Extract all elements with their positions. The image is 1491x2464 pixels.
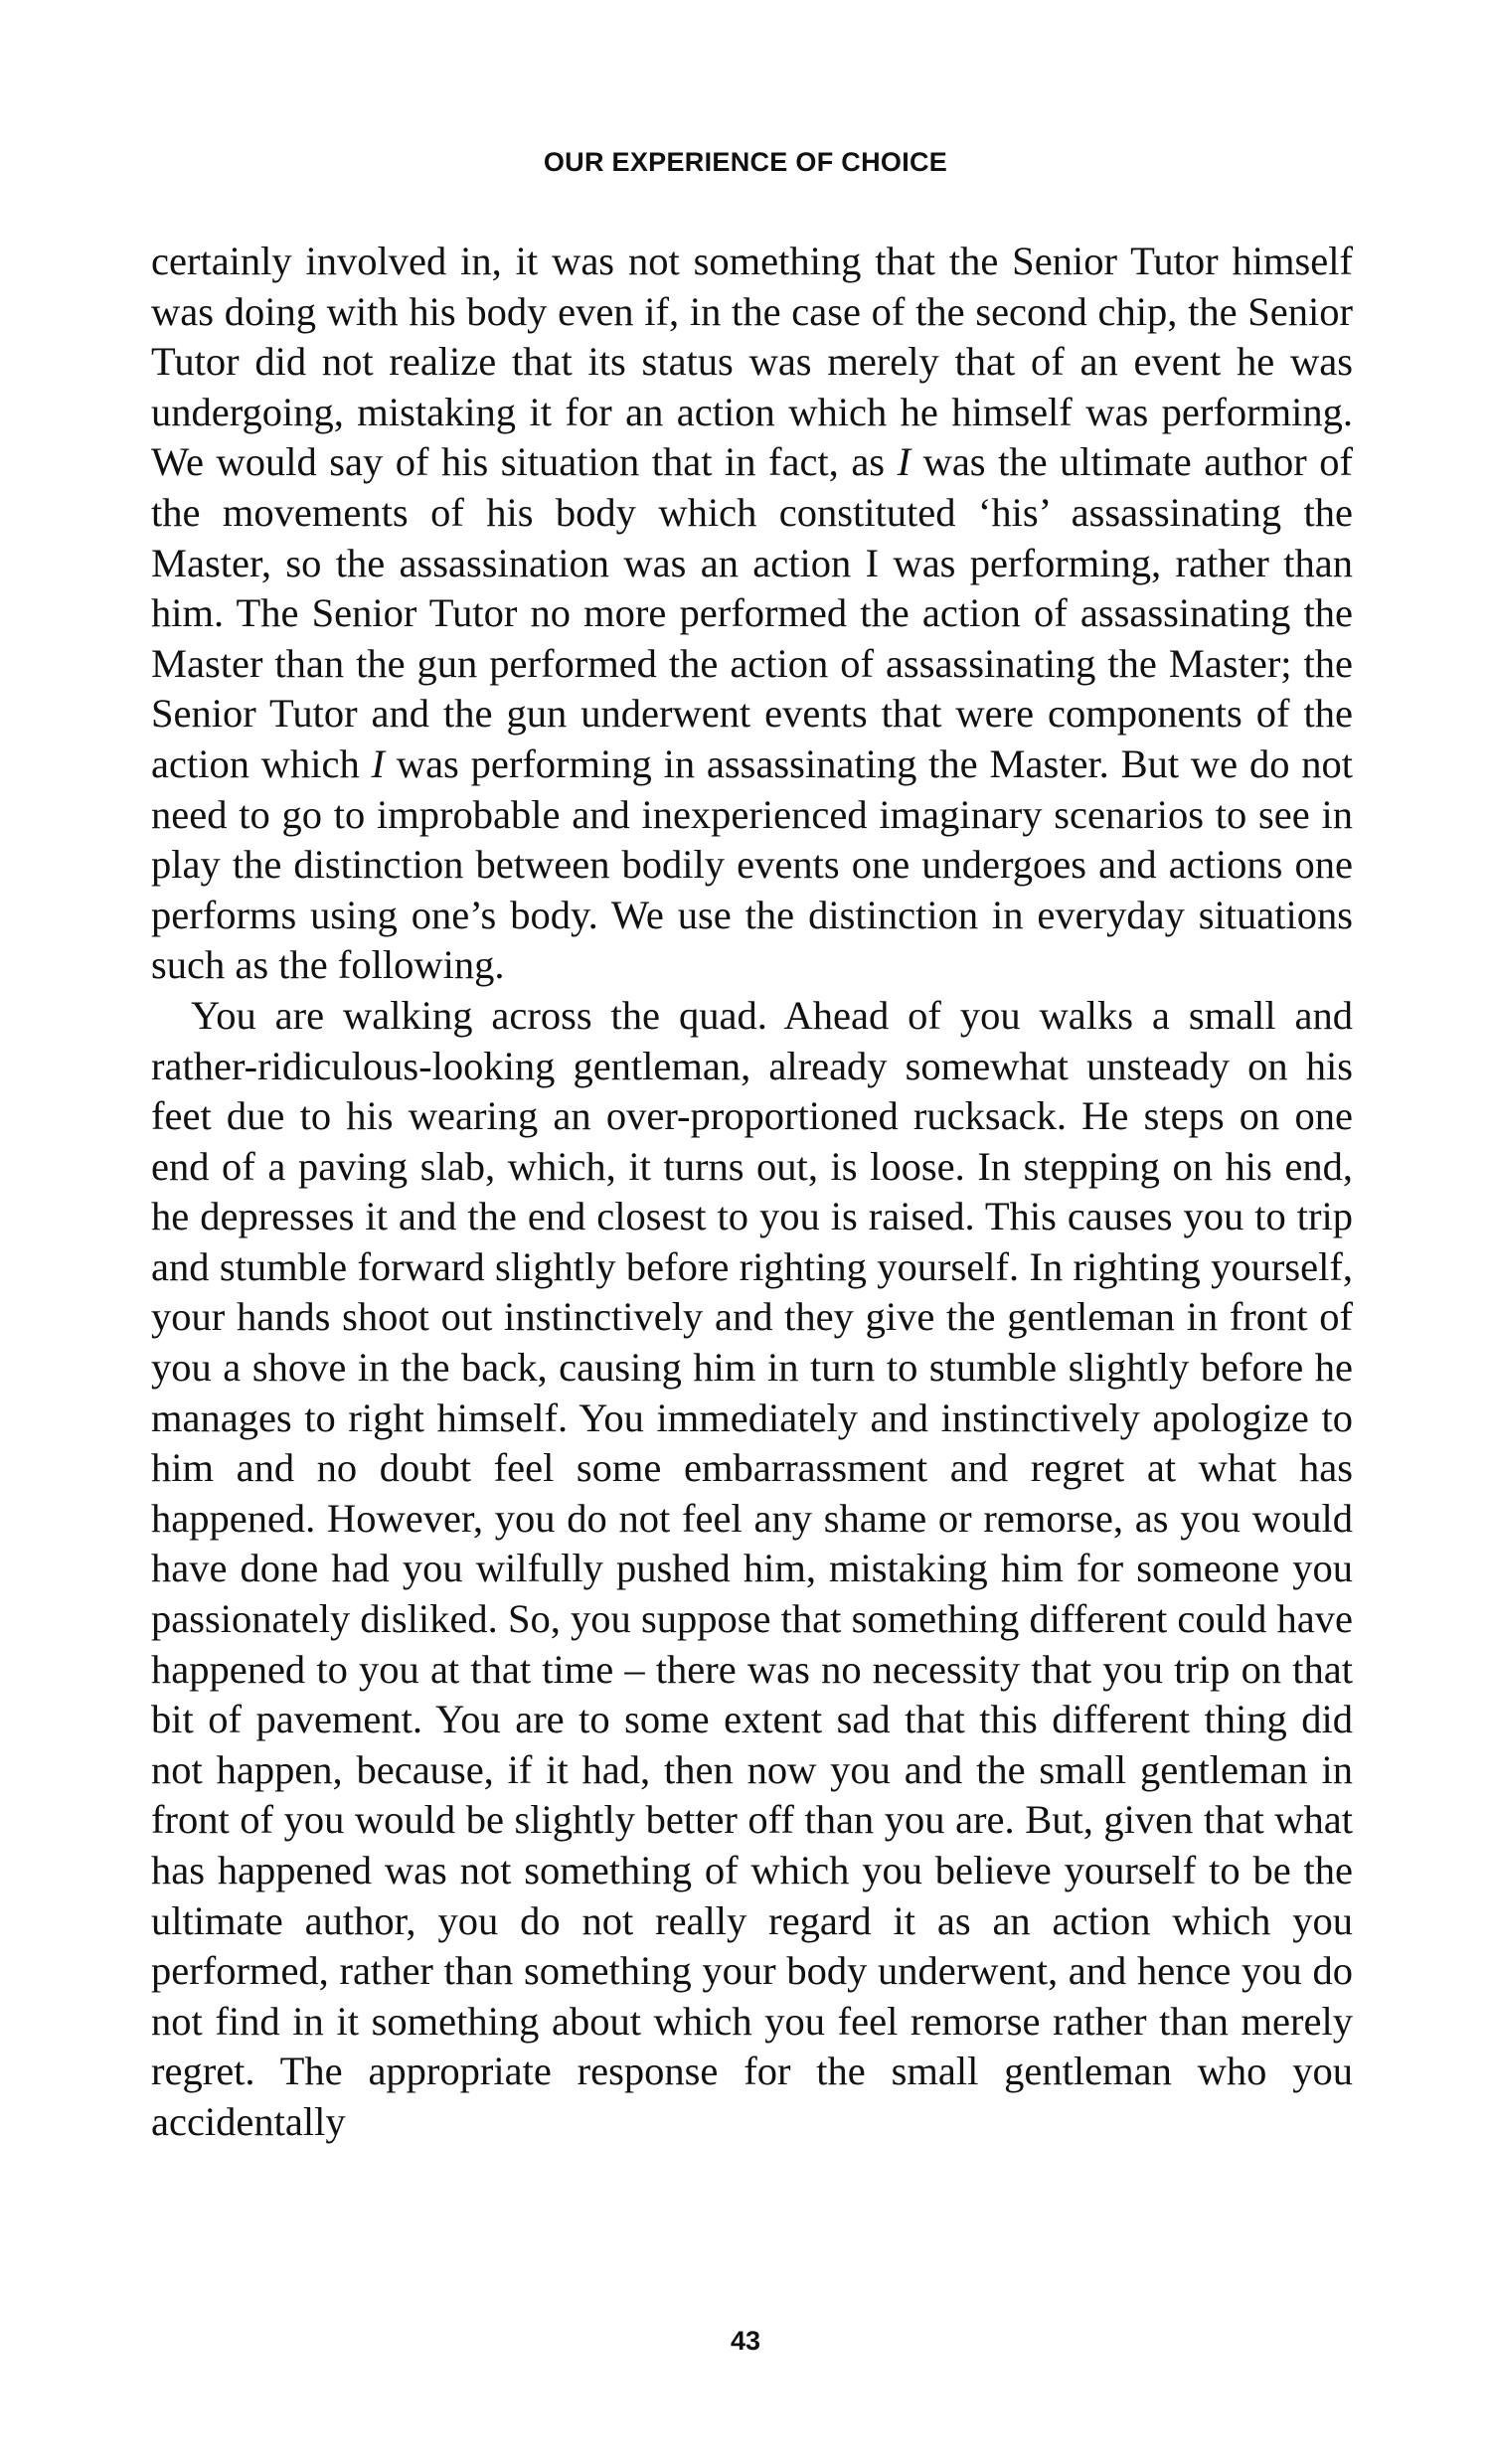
emphasis-i-2: I <box>371 740 386 786</box>
paragraph-1-part-3: was performing in assassinating the Master. But we do not need to go to improbable and inexperienced imaginary scenarios to see in play the distinction between bodily events one undergoes and actions one performs using one’s body. We use the distinction in everyday situations such as the following. <box>151 740 1353 988</box>
body-text <box>151 237 1353 2148</box>
paragraph-1 <box>151 237 1353 991</box>
paragraph-1-part-2: was the ultimate author of the movements of his body which constituted ‘his’ assassinating the Master, so the assassination was an action I was performing, rather than him. The Senior Tutor no more performed the action of assassinating the Master than the gun performed the action of assassinating the Master; the Senior Tutor and the gun underwent events that were components of the action which <box>151 439 1353 786</box>
running-head: OUR EXPERIENCE OF CHOICE <box>543 147 948 177</box>
emphasis-i-1: I <box>897 439 911 485</box>
paragraph-1-part-1: certainly involved in, it was not something that the Senior Tutor himself was doing with his body even if, in the case of the second chip, the Senior Tutor did not realize that its status was merely that of an event he was undergoing, mistaking it for an action which he himself was performing. We would say of his situation that in fact, as <box>151 239 1353 485</box>
paragraph-2: You are walking across the quad. Ahead of you walks a small and rather-ridiculous-looking gentleman, already somewhat unsteady on his feet due to his wearing an over-proportioned rucksack. He steps on one end of a paving slab, which, it turns out, is loose. In stepping on his end, he depresses it and the end closest to you is raised. This causes you to trip and stumble forward slightly before righting yourself. In righting yourself, your hands shoot out instinctively and they give the gentleman in front of you a shove in the back, causing him in turn to stumble slightly before he manages to right himself. You immediately and instinctively apologize to him and no doubt feel some embarrassment and regret at what has happened. However, you do not feel any shame or remorse, as you would have done had you wilfully pushed him, mistaking him for someone you passionately disliked. So, you suppose that something different could have happened to you at that time – there was no necessity that you trip on that bit of pavement. You are to some extent sad that this different thing did not happen, because, if it had, then now you and the small gentleman in front of you would be slightly better off than you are. But, given that what has happened was not something of which you believe yourself to be the ultimate author, you do not really regard it as an action which you performed, rather than something your body underwent, and hence you do not find in it something about which you feel remorse rather than merely regret. The appropriate response for the small gentleman who you accidentally <box>151 992 1353 2144</box>
page-number: 43 <box>730 2326 761 2356</box>
